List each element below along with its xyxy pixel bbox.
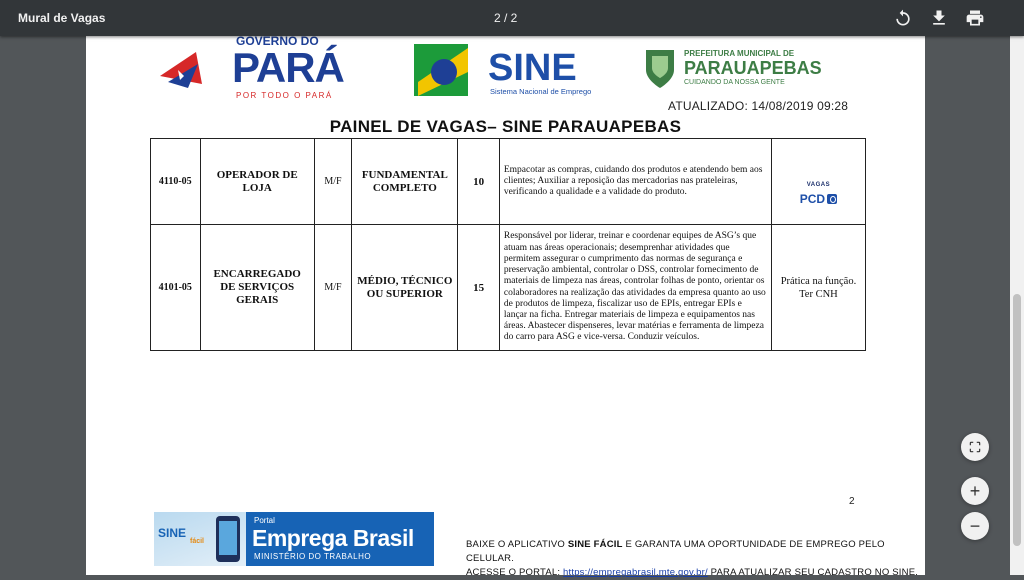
logo-text-governo: GOVERNO DO [236, 36, 319, 48]
job-sex: M/F [314, 225, 351, 351]
page-number: 2 [849, 496, 855, 507]
page-heading: PAINEL DE VAGAS– SINE PARAUAPEBAS [329, 117, 682, 136]
pcd-badge [800, 179, 837, 205]
pdf-toolbar [0, 0, 1024, 36]
page-indicator: 2 / 2 [494, 11, 518, 25]
pcd-label: PCD [799, 191, 826, 206]
logo-text-parauapebas: PARAUAPEBAS [684, 58, 822, 78]
table-row [151, 139, 866, 225]
zoom-out-button[interactable]: − [961, 512, 989, 540]
logo-text-pref-sub: CUIDANDO DA NOSSA GENTE [684, 79, 785, 86]
table-row [151, 225, 866, 351]
zoom-in-button[interactable]: + [961, 477, 989, 505]
job-schooling: MÉDIO, TÉCNICO OU SUPERIOR [352, 225, 458, 351]
fit-to-page-button[interactable] [961, 433, 989, 461]
logo-text-sine: SINE [488, 47, 577, 89]
print-icon[interactable] [965, 8, 985, 28]
job-description: Responsável por liderar, treinar e coordenar equipes de ASG’s que atuam nas áreas operacionais; desemprenhar atividades que permitem assegurar o cumprimento das normas de segurança e preservação ambiental, controlar o DSS, controlar fornecimento de materiais de limpeza nas áreas, controlar folhas de ponto, orientar os colaboradores na realização das atividades da empresa quanto ao uso de produtos de limpeza, fiscalizar uso de EPIs, entregar EPIs e lançar na ficha. Entregar materiais de limpeza e equipamentos nas áreas. Abastecer dispenseres, levar matérias e ferramenta de limpeza do carro para ASG e vice-versa. Conduzir veículos. [499, 225, 771, 351]
job-quantity: 10 [458, 139, 499, 225]
banner-brand: Emprega Brasil [252, 525, 414, 551]
wheelchair-icon [827, 194, 837, 204]
job-requirements [771, 139, 865, 225]
banner-ministry: MINISTÉRIO DO TRABALHO [254, 552, 372, 561]
emprega-brasil-banner [154, 512, 434, 566]
footer-line-2: ACESSE O PORTAL: https://empregabrasil.mte.gov.br/ PARA ATUALIZAR SEU CADASTRO NO SINE. [466, 567, 919, 578]
governo-para-logo [158, 36, 364, 102]
pcd-label-top: VAGAS [806, 182, 831, 189]
job-description: Empacotar as compras, cuidando dos produtos e atendendo bem aos clientes; Auxiliar a reposição das mercadorias nas prateleiras, verificando a qualidade e a validade do produto. [499, 139, 771, 225]
download-icon[interactable] [929, 8, 949, 28]
vertical-scrollbar[interactable] [1010, 36, 1024, 575]
scrollbar-thumb[interactable] [1013, 294, 1021, 546]
job-sex: M/F [314, 139, 351, 225]
sine-logo [414, 42, 599, 100]
logo-text-prefeitura: PREFEITURA MUNICIPAL DE [684, 49, 795, 58]
updated-timestamp: ATUALIZADO: 14/08/2019 09:28 [668, 99, 849, 113]
portal-link[interactable]: https://empregabrasil.mte.gov.br/ [563, 567, 708, 578]
banner-sine-label: SINE [158, 526, 187, 540]
job-schooling: FUNDAMENTAL COMPLETO [352, 139, 458, 225]
fit-to-page-icon [968, 440, 982, 454]
rotate-icon[interactable] [893, 8, 913, 28]
logo-text-para: PARÁ [232, 44, 344, 91]
pdf-page [86, 36, 925, 578]
job-title: ENCARREGADO DE SERVIÇOS GERAIS [200, 225, 314, 351]
banner-facil-label: fácil [190, 538, 205, 545]
job-requirements: Prática na função. Ter CNH [771, 225, 865, 351]
footer-text [466, 538, 925, 580]
prefeitura-parauapebas-logo [642, 44, 822, 92]
logo-text-tagline: POR TODO O PARÁ [236, 91, 333, 100]
job-quantity: 15 [458, 225, 499, 351]
job-code: 4101-05 [151, 225, 201, 351]
banner-portal-label: Portal [254, 516, 275, 525]
job-table [150, 138, 866, 351]
logo-text-sine-sub: Sistema Nacional de Emprego [490, 87, 592, 96]
job-code: 4110-05 [151, 139, 201, 225]
phone-icon [216, 516, 240, 562]
footer-line-1: BAIXE O APLICATIVO SINE FÁCIL E GARANTA UMA OPORTUNIDADE DE EMPREGO PELO CELULAR. [466, 539, 885, 564]
job-title: OPERADOR DE LOJA [200, 139, 314, 225]
document-title: Mural de Vagas [18, 11, 106, 25]
